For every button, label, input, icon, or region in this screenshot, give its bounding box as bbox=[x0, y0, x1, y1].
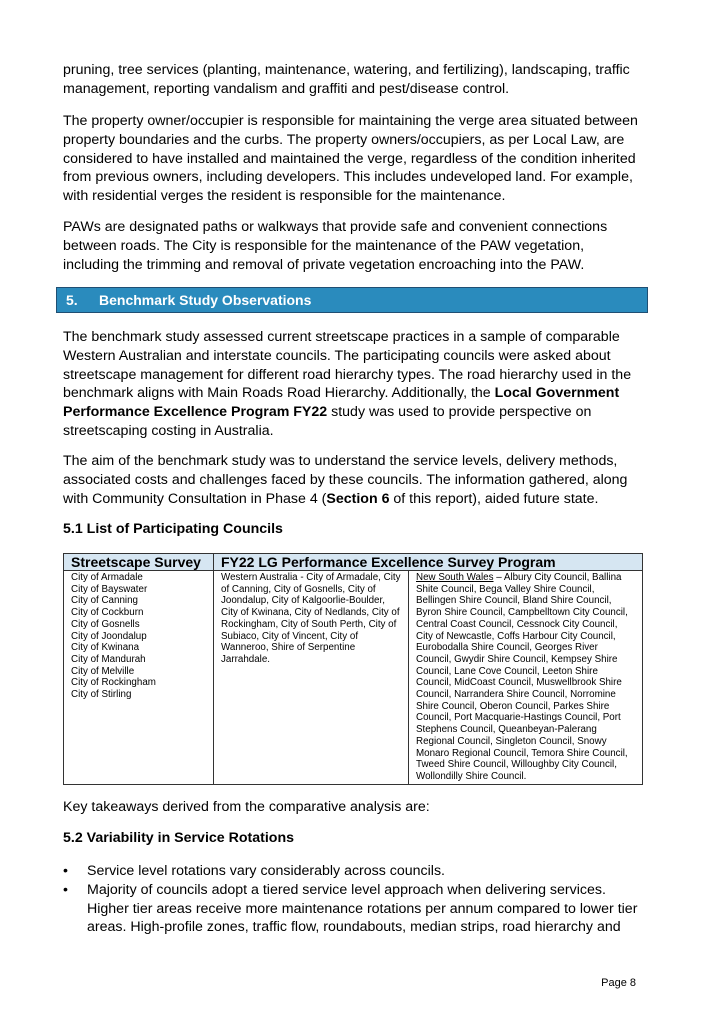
bold-section-ref: Section 6 bbox=[326, 490, 390, 507]
header-fy22-program: FY22 LG Performance Excellence Survey Program bbox=[214, 554, 643, 571]
list-item: City of Stirling bbox=[71, 689, 132, 701]
subheading-5-1: 5.1 List of Participating Councils bbox=[63, 521, 283, 537]
list-item: City of Kwinana bbox=[71, 642, 140, 654]
text-run: study was used to provide perspective on streetscaping costing in Australia. bbox=[63, 404, 592, 439]
bold-program-name: Local Government Performance Excellence Program FY22 bbox=[63, 385, 620, 421]
list-item: City of Mandurah bbox=[71, 653, 146, 665]
list-item: • Service level rotations vary considerably across councils. bbox=[63, 862, 643, 881]
list-item: City of Armadale bbox=[71, 572, 143, 583]
list-item: City of Rockingham bbox=[71, 677, 156, 689]
table-header-row bbox=[64, 554, 643, 571]
list-item: • Majority of councils adopt a tiered service level approach when delivering services. Higher tier areas receive more maintenance rotations per annum compared to lower tier areas. High-profile zones, traffic flow, roundabouts, median strips, road hierarchy and bbox=[63, 881, 643, 937]
nsw-council-list bbox=[409, 571, 643, 785]
section-heading-5 bbox=[56, 287, 648, 313]
paragraph-key-takeaways: Key takeaways derived from the comparative analysis are: bbox=[63, 799, 430, 815]
paragraph-benchmark-aim bbox=[63, 452, 643, 508]
list-item: City of Joondalup bbox=[71, 630, 147, 642]
table-row bbox=[64, 571, 643, 785]
text-run: The benchmark study assessed current streetscape practices in a sample of comparable Western Australian and interstate councils. The participating councils were asked about streetscape management for different road hierarchy types. The road hierarchy used in the benchmark aligns with Main Roads Road Hierarchy. Additionally, the bbox=[63, 329, 632, 402]
header-streetscape-survey: Streetscape Survey bbox=[64, 554, 214, 571]
section-number: 5. bbox=[66, 292, 78, 308]
paragraph-services: pruning, tree services (planting, maintenance, watering, and fertilizing), landscaping, traffic management, reporting vandalism and graffiti and pest/disease control. bbox=[63, 62, 630, 97]
list-item: City of Gosnells bbox=[71, 618, 140, 630]
nsw-label: New South Wales bbox=[416, 572, 494, 583]
takeaway-bullet-list bbox=[63, 862, 643, 937]
nsw-councils-text: – Albury City Council, Ballina Shite Council, Bega Valley Shire Council, Bellingen Shire Council, Bland Shire Council, Byron Shire Council, Campbelltown City Council, Central Coast Council, Cessnock City Council, City of Newcastle, Coffs Harbour City Council, Eurobodalla Shire Council, Georges River Council, Gwydir Shire Council, Kempsey Shire Council, Lane Cove Council, Leeton Shire Council, MidCoast Council, Muswellbrook Shire Council, Narrandera Shire Council, Norromine Shire Council, Oberon Council, Parkes Shire Council, Port Macquarie-Hastings Council, Port Stephens Council, Queanbeyan-Palerang Regional Council, Singleton Council, Snowy Monaro Regional Council, Temora Shire Council, Tweed Shire Council, Willoughby City Council, Wollondilly Shire Council. bbox=[416, 572, 628, 782]
list-item: City of Bayswater bbox=[71, 583, 148, 595]
text-run: of this report), aided future state. bbox=[389, 490, 599, 507]
subheading-5-2: 5.2 Variability in Service Rotations bbox=[63, 830, 295, 846]
councils-table bbox=[63, 553, 643, 785]
wa-council-list: Western Australia - City of Armadale, City of Canning, City of Gosnells, City of Joondalup, City of Kalgoorlie-Boulder, City of Kwinana, City of Nedlands, City of Rockingham, City of South Perth, City of Subiaco, City of Vincent, City of Wanneroo, Shire of Serpentine Jarrahdale. bbox=[214, 571, 409, 785]
page-number: Page 8 bbox=[601, 977, 636, 989]
list-item: City of Cockburn bbox=[71, 607, 144, 619]
list-item: City of Canning bbox=[71, 595, 138, 607]
section-title: Benchmark Study Observations bbox=[99, 292, 312, 308]
paragraph-verge-responsibility: The property owner/occupier is responsible for maintaining the verge area situated between property boundaries and the curbs. The property owners/occupiers, as per Local Law, are considered to have installed and maintained the verge, regardless of the condition inherited from previous owners, including developers. This includes undeveloped land. For example, with residential verges the resident is responsible for the maintenance. bbox=[63, 113, 638, 205]
paragraph-paws: PAWs are designated paths or walkways that provide safe and convenient connections between roads. The City is responsible for the maintenance of the PAW vegetation, including the trimming and removal of private vegetation encroaching into the PAW. bbox=[63, 219, 608, 273]
paragraph-benchmark-study bbox=[63, 328, 643, 441]
list-item: City of Melville bbox=[71, 665, 135, 677]
streetscape-council-list bbox=[64, 571, 214, 785]
text-run: The aim of the benchmark study was to understand the service levels, delivery methods, associated costs and challenges faced by these councils. The information gathered, along with Community Consultation in Phase 4 ( bbox=[63, 453, 628, 507]
